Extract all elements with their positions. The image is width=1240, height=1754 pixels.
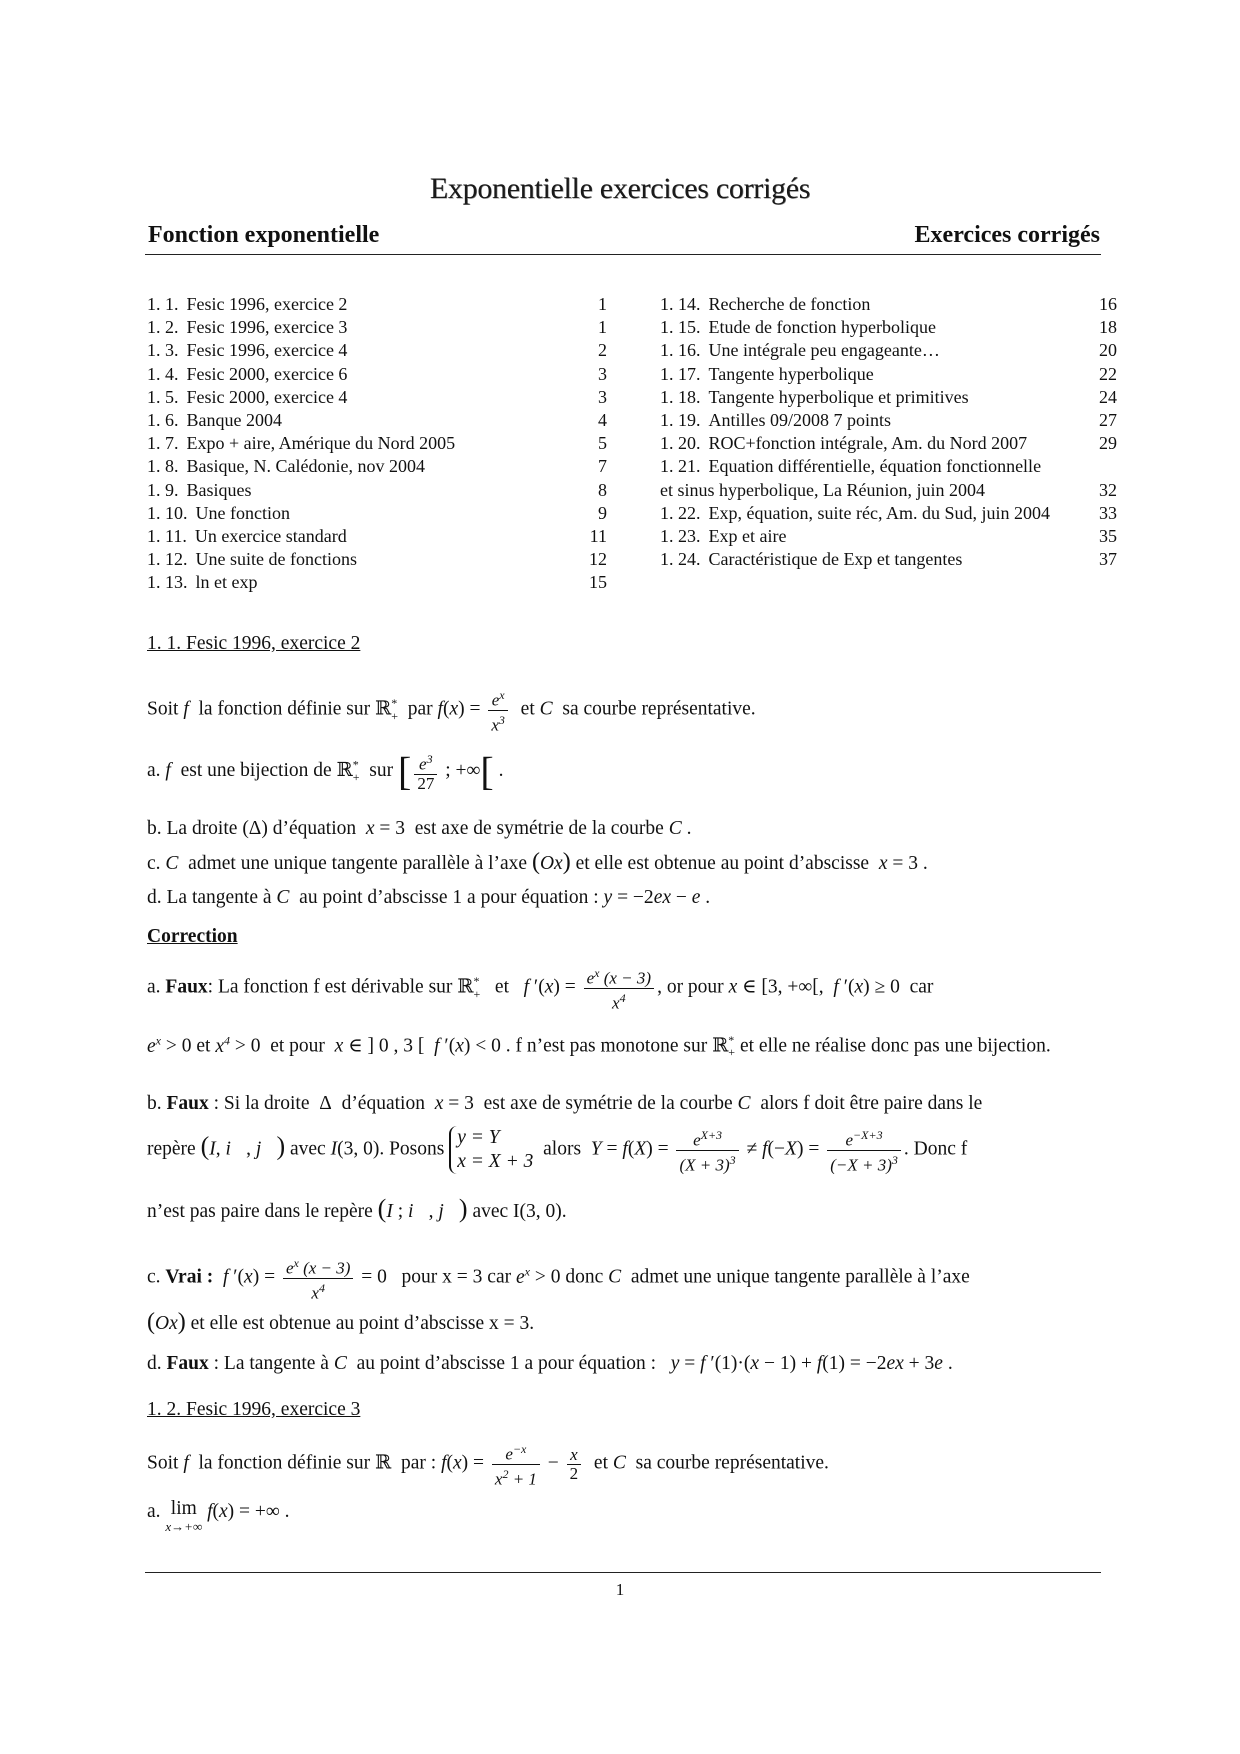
- toc-entry-number: 1. 20.: [660, 433, 701, 454]
- ex1-answer-a-cont: $e^x > 0$ et $x^4 > 0$ et pour x ∈ ] 0 , 3 [ f ′(x) < 0 . f n’est pas monotone sur ℝ*$_+$ et elle ne réalise donc pas une bijection.: [147, 1033, 1051, 1060]
- toc-entry-label: Recherche de fonction: [708, 294, 871, 314]
- toc-entry-number: 1. 8.: [147, 456, 179, 477]
- toc-entry-number: 1. 5.: [147, 386, 179, 407]
- toc-entry-label: Antilles 09/2008 7 points: [708, 409, 892, 430]
- ex1-question-c: c. C admet une unique tangente parallèle à l’axe (Ox) et elle est obtenue au point d’abscisse x = 3 .: [147, 849, 928, 875]
- section-title-ex1: [147, 632, 1103, 656]
- toc-entry-page: 2: [598, 340, 607, 361]
- toc-entry[interactable]: [147, 479, 607, 502]
- toc-entry-page: 37: [1099, 549, 1117, 570]
- toc-entry-number: 1. 10.: [147, 502, 188, 523]
- toc-entry[interactable]: [147, 525, 607, 548]
- toc-entry-page: 8: [598, 479, 607, 500]
- toc-entry[interactable]: [660, 409, 1120, 432]
- toc-entry-page: 16: [1099, 294, 1117, 314]
- ex1-answer-b-cont: repère (I, i⃗, j⃗) avec I(3, 0). Posons y = Y x = X + 3 alors Y = f(X) = $\frac{e^{X+3}}{(X + 3)^3}$ ≠ f(−X) = $\frac{e^{-X+3}}{(-X + 3)^3}$ . Donc f: [147, 1127, 968, 1175]
- toc-entry-page: 33: [1099, 502, 1117, 523]
- section-title-ex2: [147, 1398, 1103, 1422]
- toc-entry-page: 27: [1099, 409, 1117, 430]
- toc-entry-number: 1. 12.: [147, 549, 188, 570]
- toc-entry-number: 1. 19.: [660, 409, 701, 430]
- toc-entry-number: 1. 14.: [660, 294, 701, 314]
- ex1-answer-c-cont: (Ox) et elle est obtenue au point d’abscisse x = 3.: [147, 1309, 535, 1335]
- toc-entry[interactable]: [660, 293, 1120, 316]
- toc-entry-number: 1. 2.: [147, 317, 179, 338]
- toc-entry[interactable]: [147, 339, 607, 362]
- toc-entry-page: 29: [1099, 433, 1117, 454]
- toc-entry[interactable]: [660, 479, 1120, 502]
- toc-entry-number: 1. 18.: [660, 386, 701, 407]
- toc-entry[interactable]: [660, 455, 1120, 478]
- section-link-ex1[interactable]: 1. 1. Fesic 1996, exercice 2: [147, 633, 361, 654]
- toc-entry-label: Basique, N. Calédonie, nov 2004: [186, 456, 425, 477]
- toc-entry[interactable]: [147, 502, 607, 525]
- toc-entry-number: 1. 1.: [147, 294, 179, 314]
- toc-entry-label: Fesic 2000, exercice 6: [186, 363, 348, 384]
- toc-entry-number: 1. 24.: [660, 549, 701, 570]
- toc-entry-page: 4: [598, 409, 607, 430]
- toc-entry-label: Banque 2004: [186, 409, 282, 430]
- toc-entry-page: 20: [1099, 340, 1117, 361]
- toc-right-column: [660, 293, 1120, 571]
- toc-entry-page: 15: [589, 572, 607, 593]
- toc-entry-page: 1: [598, 317, 607, 338]
- toc-entry-label: Tangente hyperbolique et primitives: [708, 386, 969, 407]
- toc-entry-page: 3: [598, 386, 607, 407]
- toc-entry-page: 1: [598, 294, 607, 314]
- toc-entry[interactable]: [660, 525, 1120, 548]
- toc-entry-page: 5: [598, 433, 607, 454]
- toc-entry-label: ln et exp: [195, 572, 258, 593]
- toc-entry[interactable]: [147, 363, 607, 386]
- toc-entry-page: 3: [598, 363, 607, 384]
- toc-entry-label: Basiques: [186, 479, 252, 500]
- ex1-question-d: d. La tangente à C au point d’abscisse 1 a pour équation : y = −2ex − e .: [147, 887, 711, 908]
- toc-entry-page: 32: [1099, 479, 1117, 500]
- toc-entry[interactable]: [147, 455, 607, 478]
- toc-entry-number: 1. 3.: [147, 340, 179, 361]
- toc-entry-label: Exp, équation, suite réc, Am. du Sud, juin 2004: [708, 502, 1050, 523]
- ex2-question-a: a. lim x→+∞ f(x) = +∞ .: [147, 1498, 290, 1534]
- document-title: Exponentielle exercices corrigés: [429, 172, 811, 205]
- toc-entry-number: 1. 9.: [147, 479, 179, 500]
- toc-entry-number: 1. 15.: [660, 317, 701, 338]
- toc-entry[interactable]: [660, 316, 1120, 339]
- toc-entry-number: 1. 13.: [147, 572, 188, 593]
- correction-heading-ex1: Correction: [147, 926, 238, 947]
- toc-entry-label: Fesic 2000, exercice 4: [186, 386, 348, 407]
- toc-entry-label: Une suite de fonctions: [195, 549, 357, 570]
- ex1-answer-d: d. Faux : La tangente à C au point d’abscisse 1 a pour équation : y = f ′(1)·(x − 1) + f(1) = −2ex + 3e .: [147, 1353, 953, 1374]
- section-link-ex2[interactable]: 1. 2. Fesic 1996, exercice 3: [147, 1399, 361, 1420]
- toc-entry-number: 1. 11.: [147, 525, 187, 546]
- toc-entry-number: 1. 7.: [147, 433, 179, 454]
- toc-entry-page: 22: [1099, 363, 1117, 384]
- toc-entry-label: et sinus hyperbolique, La Réunion, juin 2004: [660, 479, 985, 500]
- toc-entry-number: 1. 6.: [147, 409, 179, 430]
- toc-entry-number: 1. 22.: [660, 502, 701, 523]
- toc-entry-label: ROC+fonction intégrale, Am. du Nord 2007: [708, 433, 1028, 454]
- toc-entry-page: 7: [598, 456, 607, 477]
- toc-entry-page: 24: [1099, 386, 1117, 407]
- toc-entry[interactable]: [660, 432, 1120, 455]
- header-left: Fonction exponentielle: [148, 222, 380, 248]
- toc-entry[interactable]: [660, 386, 1120, 409]
- ex1-question-b: b. La droite (Δ) d’équation x = 3 est axe de symétrie de la courbe C .: [147, 818, 692, 839]
- toc-entry[interactable]: [660, 502, 1120, 525]
- toc-entry-number: 1. 4.: [147, 363, 179, 384]
- toc-entry-label: Fesic 1996, exercice 4: [186, 340, 348, 361]
- toc-entry[interactable]: [147, 386, 607, 409]
- toc-entry-label: Fesic 1996, exercice 3: [186, 317, 348, 338]
- toc-entry-label: Equation différentielle, équation fonctionnelle: [708, 456, 1042, 477]
- header-rule: [145, 254, 1101, 255]
- ex1-answer-b: b. Faux : Si la droite Δ d’équation x = 3 est axe de symétrie de la courbe C alors f doit être paire dans le: [147, 1093, 983, 1114]
- toc-entry-page: 35: [1099, 525, 1117, 546]
- toc-entry-label: Tangente hyperbolique: [708, 363, 874, 384]
- toc-entry[interactable]: [147, 409, 607, 432]
- toc-entry-label: Expo + aire, Amérique du Nord 2005: [186, 433, 456, 454]
- toc-entry-page: 12: [589, 549, 607, 570]
- ex1-intro: Soit f la fonction définie sur ℝ*$_+$ par f(x) = $\frac{e^x}{x^3}$ et C sa courbe représentative.: [147, 688, 756, 735]
- ex1-answer-c: c. Vrai : f ′(x) = $\frac{e^x (x - 3)}{x^4}$ = 0 pour x = 3 car $e^x > 0$ donc C admet une unique tangente parallèle à l’axe: [147, 1256, 970, 1303]
- toc-entry[interactable]: [147, 293, 607, 316]
- toc-entry[interactable]: [147, 571, 607, 594]
- header-right: Exercices corrigés: [914, 222, 1100, 248]
- toc-entry[interactable]: [660, 548, 1120, 571]
- toc-entry-page: 11: [589, 525, 607, 546]
- toc-left-column: [147, 293, 607, 594]
- toc-entry-label: Caractéristique de Exp et tangentes: [708, 549, 963, 570]
- toc-entry[interactable]: [147, 548, 607, 571]
- toc-entry-label: Exp et aire: [708, 525, 787, 546]
- toc-entry-label: Une fonction: [195, 502, 290, 523]
- toc-entry-number: 1. 21.: [660, 456, 701, 477]
- toc-entry[interactable]: [660, 339, 1120, 362]
- toc-entry-page: 9: [598, 502, 607, 523]
- toc-entry-label: Une intégrale peu engageante…: [708, 340, 940, 361]
- toc-entry[interactable]: [660, 363, 1120, 386]
- page-number: 1: [615, 1580, 625, 1599]
- ex2-intro: Soit f la fonction définie sur ℝ par : f(x) = $\frac{e^{-x}}{x^2 + 1}$ − $\frac{x}{2}$ et C sa courbe représentative.: [147, 1442, 829, 1489]
- toc-entry[interactable]: [147, 316, 607, 339]
- toc-entry-number: 1. 16.: [660, 340, 701, 361]
- footer-rule: [145, 1572, 1101, 1573]
- toc-entry-label: Fesic 1996, exercice 2: [186, 294, 348, 314]
- toc-entry-number: 1. 17.: [660, 363, 701, 384]
- toc-entry-label: Un exercice standard: [194, 525, 347, 546]
- ex1-question-a: a. f est une bijection de ℝ*$_+$ sur [ $\frac{e^3}{27}$ ; +∞[ .: [147, 748, 504, 794]
- toc-entry-number: 1. 23.: [660, 525, 701, 546]
- toc-entry-page: 18: [1099, 317, 1117, 338]
- ex1-answer-a: a. Faux: La fonction f est dérivable sur ℝ*$_+$ et f ′(x) = $\frac{e^x (x - 3)}{x^4}$ , or pour x ∈ [3, +∞[, f ′(x) ≥ 0 car: [147, 966, 934, 1013]
- toc-entry[interactable]: [147, 432, 607, 455]
- toc-entry-label: Etude de fonction hyperbolique: [708, 317, 936, 338]
- ex1-answer-b-end: n’est pas paire dans le repère (I ; i⃗, j⃗) avec I(3, 0).: [147, 1194, 567, 1223]
